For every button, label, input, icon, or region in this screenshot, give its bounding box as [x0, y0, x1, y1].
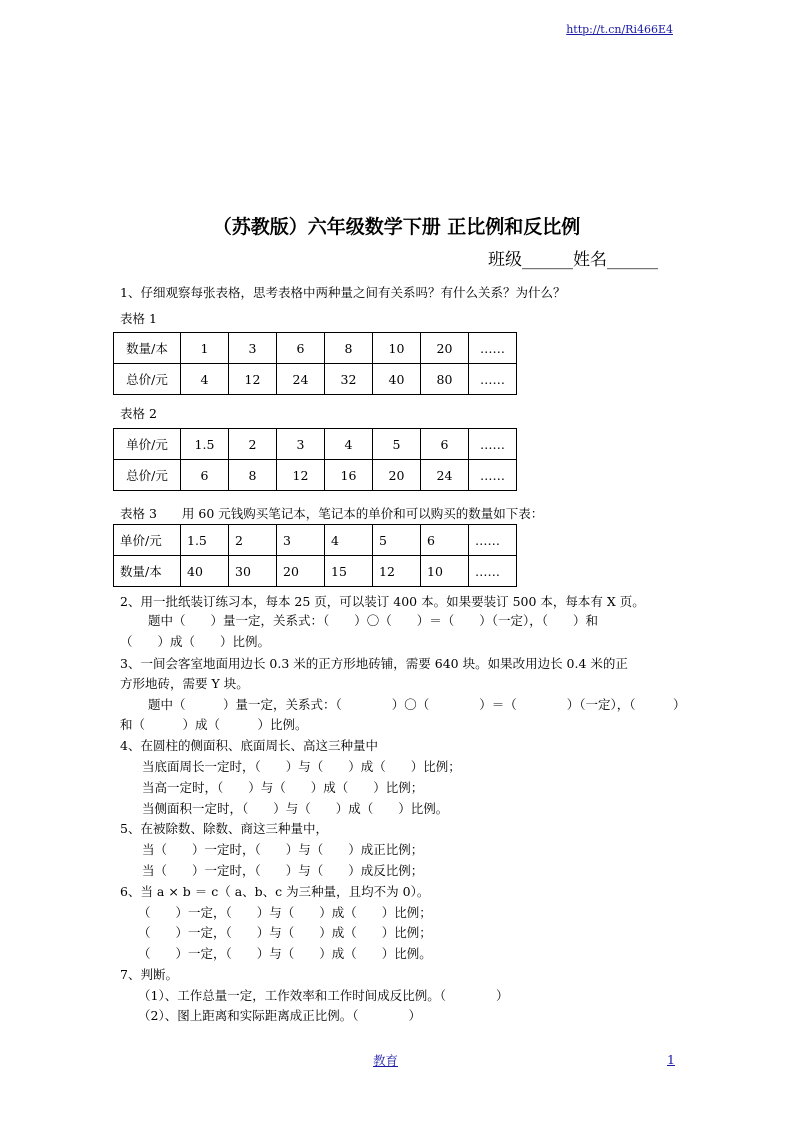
table-cell: 20 [421, 333, 469, 364]
table-cell: 1.5 [181, 525, 229, 556]
table-cell: 10 [421, 556, 469, 587]
table-cell: 4 [181, 364, 229, 395]
table-cell: 12 [277, 460, 325, 491]
table-2 [113, 428, 517, 491]
table-cell: 30 [229, 556, 277, 587]
table-row-header: 数量/本 [114, 556, 181, 587]
question-7-line-3: （2）、图上距离和实际距离成正比例。（ ） [138, 1008, 421, 1023]
table-cell: …… [469, 333, 517, 364]
table-row [114, 429, 517, 460]
table-cell: 40 [373, 364, 421, 395]
question-6-line-2: （ ）一定，（ ）与（ ）成（ ）比例； [138, 905, 432, 920]
table-row [114, 525, 517, 556]
question-4-line-4: 当侧面积一定时，（ ）与（ ）成（ ）比例。 [142, 801, 449, 816]
table-row-header: 单价/元 [114, 429, 181, 460]
question-5-line-2: 当（ ）一定时，（ ）与（ ）成正比例； [142, 842, 424, 857]
table-cell: 12 [229, 364, 277, 395]
table-cell: 2 [229, 525, 277, 556]
table-cell: …… [469, 556, 517, 587]
table-cell: …… [469, 525, 517, 556]
page-title: （苏教版）六年级数学下册 正比例和反比例 [212, 216, 581, 238]
table-cell: 16 [325, 460, 373, 491]
table-cell: 20 [277, 556, 325, 587]
table-row [114, 556, 517, 587]
table-cell: 6 [421, 429, 469, 460]
table-cell: …… [469, 429, 517, 460]
table-row [114, 460, 517, 491]
question-7-line-1: 7、判断。 [120, 967, 178, 982]
question-5-line-3: 当（ ）一定时，（ ）与（ ）成反比例； [142, 863, 424, 878]
table-cell: 15 [325, 556, 373, 587]
table-cell: 3 [277, 525, 325, 556]
table-cell: 2 [229, 429, 277, 460]
table-cell: 4 [325, 525, 373, 556]
table-cell: 10 [373, 333, 421, 364]
question-3-line-4: 和（ ）成（ ）比例。 [120, 717, 308, 732]
table-cell: 32 [325, 364, 373, 395]
table-cell: 24 [421, 460, 469, 491]
footer-center-link[interactable]: 教育 [373, 1053, 399, 1068]
table-cell: 6 [421, 525, 469, 556]
question-3-line-1: 3、一间会客室地面用边长 0.3 米的正方形地砖铺，需要 640 块。如果改用边长 0.4 米的正 [120, 656, 628, 671]
table-cell: 8 [325, 333, 373, 364]
question-2-line-3: （ ）成（ ）比例。 [120, 634, 271, 649]
table-cell: …… [469, 460, 517, 491]
table-cell: 20 [373, 460, 421, 491]
table-row [114, 333, 517, 364]
table-1-label: 表格 1 [120, 311, 157, 326]
question-2-line-2: 题中（ ）量一定，关系式：（ ）〇（ ）＝（ ）（一定），（ ）和 [148, 613, 599, 628]
table-cell: 40 [181, 556, 229, 587]
table-3-label: 表格 3 用 60 元钱购买笔记本，笔记本的单价和可以购买的数量如下表： [120, 506, 544, 521]
table-cell: 1.5 [181, 429, 229, 460]
question-6-line-3: （ ）一定，（ ）与（ ）成（ ）比例； [138, 925, 432, 940]
table-cell: 8 [229, 460, 277, 491]
table-cell: 3 [277, 429, 325, 460]
question-5-line-1: 5、在被除数、除数、商这三种量中， [120, 821, 328, 836]
table-cell: 12 [373, 556, 421, 587]
question-2-line-1: 2、用一批纸装订练习本，每本 25 页，可以装订 400 本。如果要装订 500 本，每本有 X 页。 [120, 594, 645, 609]
table-cell: 1 [181, 333, 229, 364]
question-7-line-2: （1）、工作总量一定，工作效率和工作时间成反比例。（ ） [138, 988, 509, 1003]
class-name-line: 班级______姓名______ [488, 250, 658, 270]
table-row-header: 总价/元 [114, 460, 181, 491]
table-cell: 6 [277, 333, 325, 364]
table-cell: 5 [373, 525, 421, 556]
table-cell: 4 [325, 429, 373, 460]
table-row-header: 单价/元 [114, 525, 181, 556]
table-3 [113, 524, 517, 587]
table-cell: …… [469, 364, 517, 395]
table-1 [113, 332, 517, 395]
table-cell: 6 [181, 460, 229, 491]
table-row-header: 数量/本 [114, 333, 181, 364]
table-cell: 80 [421, 364, 469, 395]
question-4-line-2: 当底面周长一定时，（ ）与（ ）成（ ）比例； [142, 759, 461, 774]
table-cell: 24 [277, 364, 325, 395]
question-3-line-2: 方形地砖，需要 Y 块。 [120, 676, 249, 691]
question-3-line-3: 题中（ ）量一定，关系式：（ ）〇（ ）＝（ ）（一定），（ ） [148, 697, 686, 712]
question-4-line-1: 4、在圆柱的侧面积、底面周长、高这三种量中 [120, 738, 378, 753]
question-6-line-1: 6、当 a × b ＝ c（ a、b、c 为三种量，且均不为 0）。 [120, 884, 430, 899]
question-6-line-4: （ ）一定，（ ）与（ ）成（ ）比例。 [138, 946, 432, 961]
table-row-header: 总价/元 [114, 364, 181, 395]
table-row [114, 364, 517, 395]
table-cell: 3 [229, 333, 277, 364]
table-2-label: 表格 2 [120, 406, 157, 421]
question-1-text: 1、仔细观察每张表格，思考表格中两种量之间有关系吗？有什么关系？为什么？ [120, 285, 566, 300]
table-cell: 5 [373, 429, 421, 460]
header-url-link[interactable]: http://t.cn/Ri466E4 [566, 23, 673, 36]
footer-page-number[interactable]: 1 [667, 1052, 675, 1067]
question-4-line-3: 当高一定时，（ ）与（ ）成（ ）比例； [142, 780, 424, 795]
